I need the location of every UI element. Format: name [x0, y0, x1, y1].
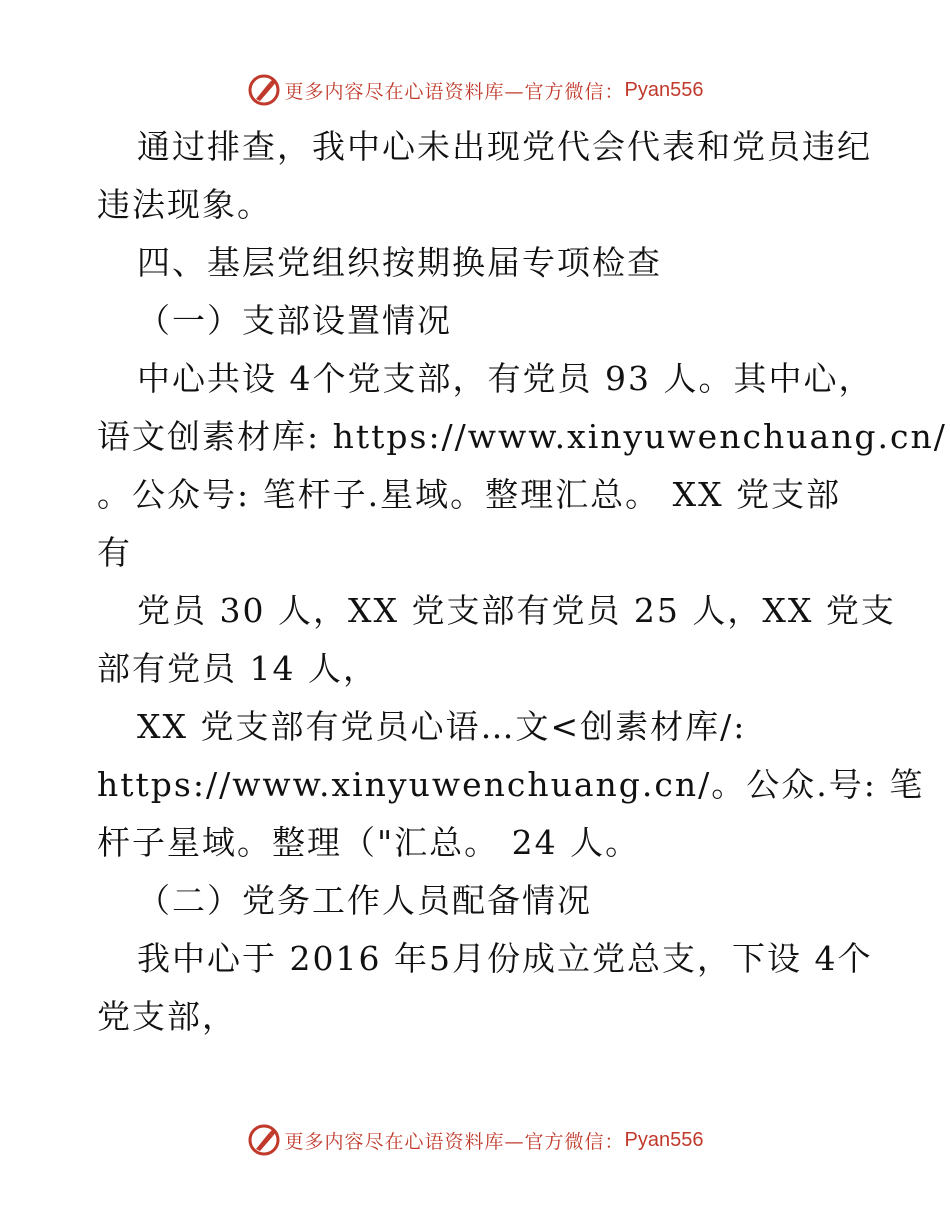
section-heading: 四、基层党组织按期换届专项检查 [137, 243, 662, 282]
text-line: XX 党支部有党员心语…文<创素材库/: [137, 707, 747, 746]
text-line: 我中心于 2016 年5月份成立党总支，下设 4个 [137, 939, 873, 978]
watermark-banner-top [0, 70, 950, 110]
text-line: 党员 30 人，XX 党支部有党员 25 人，XX 党支 [137, 591, 896, 630]
watermark-wechat-id: Pyan556 [624, 1128, 704, 1151]
text-line: 党支部， [97, 997, 237, 1036]
text-line: 通过排查，我中心未出现党代会代表和党员违纪 [137, 127, 872, 166]
watermark-text: 更多内容尽在心语资料库—官方微信： [284, 1130, 625, 1153]
text-line: 有 [97, 533, 132, 572]
text-line: https://www.xinyuwenchuang.cn/。公众.号: 笔 [97, 765, 925, 804]
subsection-heading: （二）党务工作人员配备情况 [137, 881, 592, 920]
text-line: 杆子星域。整理（"汇总。 24 人。 [97, 823, 641, 862]
text-line: 语文创素材库: https://www.xinyuwenchuang.cn/ [97, 417, 947, 456]
pen-nib-logo-icon [247, 73, 281, 107]
watermark-banner-bottom [0, 1120, 950, 1160]
text-line: 中心共设 4个党支部，有党员 93 人。其中心， [137, 359, 874, 398]
text-line: 。公众号: 笔杆子.星域。整理汇总。 XX 党支部 [97, 475, 842, 514]
pen-nib-logo-icon [247, 1123, 281, 1157]
watermark-text: 更多内容尽在心语资料库—官方微信： [284, 80, 625, 103]
text-line: 违法现象。 [97, 185, 272, 224]
watermark-wechat-id: Pyan556 [624, 78, 704, 101]
subsection-heading: （一）支部设置情况 [137, 301, 452, 340]
text-line: 部有党员 14 人， [97, 649, 378, 688]
